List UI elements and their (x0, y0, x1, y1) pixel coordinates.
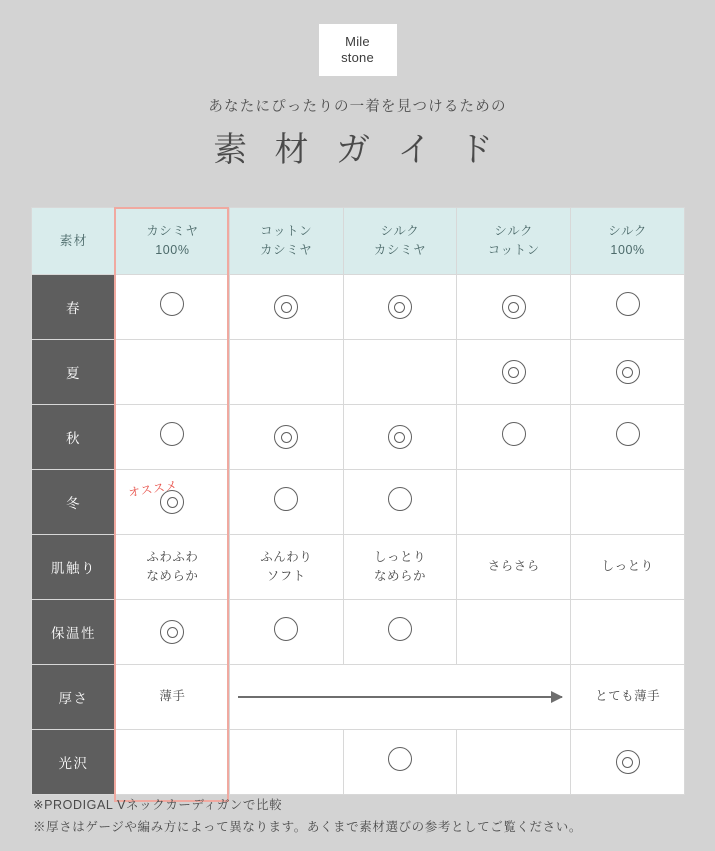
cell-summer-cotton-cashmere (229, 340, 343, 405)
double-circle-mark-icon (616, 360, 640, 384)
column-header-line-2: 100% (155, 243, 190, 257)
cell-winter-silk100 (571, 470, 685, 535)
table-row (32, 470, 685, 535)
circle-mark-icon (160, 292, 184, 316)
table-row (32, 405, 685, 470)
cell-spring-cotton-cashmere (229, 275, 343, 340)
row-header-summer: 夏 (32, 340, 116, 405)
cell-thickness-arrow (229, 665, 570, 730)
cell-text-line-1: さらさら (487, 559, 540, 574)
note-2: ※厚さはゲージや編み方によって異なります。あくまで素材選びの参考としてご覧ください。 (33, 819, 582, 834)
cell-spring-silk-cashmere (343, 275, 457, 340)
cell-summer-cashmere100 (116, 340, 230, 405)
note-1: ※PRODIGAL Vネックカーディガンで比較 (33, 798, 283, 812)
cell-text-line-2: ソフト (266, 569, 306, 583)
row-header-spring: 春 (32, 275, 116, 340)
cell-summer-silk-cotton (457, 340, 571, 405)
logo-line-2: stone (341, 50, 374, 65)
column-header-silk-cotton (457, 208, 571, 275)
circle-mark-icon (388, 487, 412, 511)
cell-autumn-silk-cashmere (343, 405, 457, 470)
thickness-arrow-icon (238, 696, 562, 698)
cell-text-line-1: とても薄手 (595, 689, 661, 704)
footer-notes (33, 795, 693, 839)
cell-autumn-cashmere100 (116, 405, 230, 470)
double-circle-mark-icon (274, 295, 298, 319)
cell-sheen-cashmere100 (116, 730, 230, 795)
cell-summer-silk-cashmere (343, 340, 457, 405)
cell-texture-cotton-cashmere (229, 535, 343, 600)
column-header-line-1: カシミヤ (146, 224, 199, 239)
table-header-row (32, 208, 685, 275)
table-row (32, 535, 685, 600)
cell-texture-silk-cashmere (343, 535, 457, 600)
cell-texture-cashmere100 (116, 535, 230, 600)
column-header-silk100 (571, 208, 685, 275)
cell-winter-cotton-cashmere (229, 470, 343, 535)
page-subtitle: あなたにぴったりの一着を見つけるための (208, 99, 507, 115)
cell-sheen-silk-cashmere (343, 730, 457, 795)
column-header-line-2: カシミヤ (373, 243, 427, 257)
row-header-winter: 冬 (32, 470, 116, 535)
circle-mark-icon (160, 422, 184, 446)
table-row (32, 665, 685, 730)
column-header-line-2: コットン (487, 243, 540, 257)
table-corner-header: 素材 (32, 208, 116, 275)
cell-sheen-silk100 (571, 730, 685, 795)
table-row (32, 730, 685, 795)
cell-autumn-silk100 (571, 405, 685, 470)
recommend-annotation: オススメ (127, 478, 179, 500)
cell-warmth-cashmere100 (116, 600, 230, 665)
cell-warmth-cotton-cashmere (229, 600, 343, 665)
circle-mark-icon (616, 422, 640, 446)
circle-mark-icon (388, 747, 412, 771)
cell-text-line-2: なめらか (146, 569, 199, 583)
cell-text-line-1: ふわふわ (146, 549, 199, 564)
row-header-thickness: 厚さ (32, 665, 116, 730)
cell-text-line-1: しっとり (601, 559, 654, 574)
cell-sheen-cotton-cashmere (229, 730, 343, 795)
cell-winter-silk-cotton (457, 470, 571, 535)
double-circle-mark-icon (616, 750, 640, 774)
column-header-silk-cashmere (343, 208, 457, 275)
logo-line-1: Mile (345, 33, 370, 49)
cell-text-line-1: しっとり (373, 549, 426, 564)
column-header-line-2: カシミヤ (259, 243, 313, 257)
cell-spring-silk-cotton (457, 275, 571, 340)
cell-autumn-cotton-cashmere (229, 405, 343, 470)
row-header-autumn: 秋 (32, 405, 116, 470)
cell-text-line-1: 薄手 (159, 689, 186, 704)
table-row (32, 340, 685, 405)
cell-summer-silk100 (571, 340, 685, 405)
table-row (32, 600, 685, 665)
material-guide-table (31, 207, 685, 795)
cell-text-line-1: ふんわり (260, 549, 313, 564)
cell-spring-silk100 (571, 275, 685, 340)
double-circle-mark-icon (388, 295, 412, 319)
cell-thickness-silk100 (571, 665, 685, 730)
cell-winter-cashmere100 (116, 470, 230, 535)
double-circle-mark-icon (274, 425, 298, 449)
column-header-line-1: シルク (494, 224, 534, 239)
cell-thickness-cashmere100 (116, 665, 230, 730)
column-header-line-1: コットン (260, 224, 313, 239)
cell-autumn-silk-cotton (457, 405, 571, 470)
column-header-cotton-cashmere (229, 208, 343, 275)
cell-text-line-2: なめらか (373, 569, 426, 583)
cell-warmth-silk-cashmere (343, 600, 457, 665)
cell-sheen-silk-cotton (457, 730, 571, 795)
circle-mark-icon (274, 487, 298, 511)
double-circle-mark-icon (160, 620, 184, 644)
double-circle-mark-icon (388, 425, 412, 449)
logo-box (319, 24, 397, 76)
row-header-sheen: 光沢 (32, 730, 116, 795)
table-row (32, 275, 685, 340)
cell-warmth-silk-cotton (457, 600, 571, 665)
page-title: 素 材 ガ イ ド (213, 131, 502, 169)
circle-mark-icon (274, 617, 298, 641)
brand-logo (0, 24, 715, 76)
column-header-line-2: 100% (610, 243, 645, 257)
cell-texture-silk100 (571, 535, 685, 600)
circle-mark-icon (616, 292, 640, 316)
double-circle-mark-icon (502, 295, 526, 319)
double-circle-mark-icon (502, 360, 526, 384)
circle-mark-icon (388, 617, 412, 641)
circle-mark-icon (502, 422, 526, 446)
column-header-line-1: シルク (608, 224, 647, 239)
material-guide-table-wrap (31, 207, 685, 795)
column-header-line-1: シルク (380, 224, 420, 239)
cell-winter-silk-cashmere (343, 470, 457, 535)
cell-warmth-silk100 (571, 600, 685, 665)
cell-texture-silk-cotton (457, 535, 571, 600)
row-header-warmth: 保温性 (32, 600, 116, 665)
cell-spring-cashmere100 (116, 275, 230, 340)
row-header-texture: 肌触り (32, 535, 116, 600)
column-header-cashmere100 (116, 208, 230, 275)
